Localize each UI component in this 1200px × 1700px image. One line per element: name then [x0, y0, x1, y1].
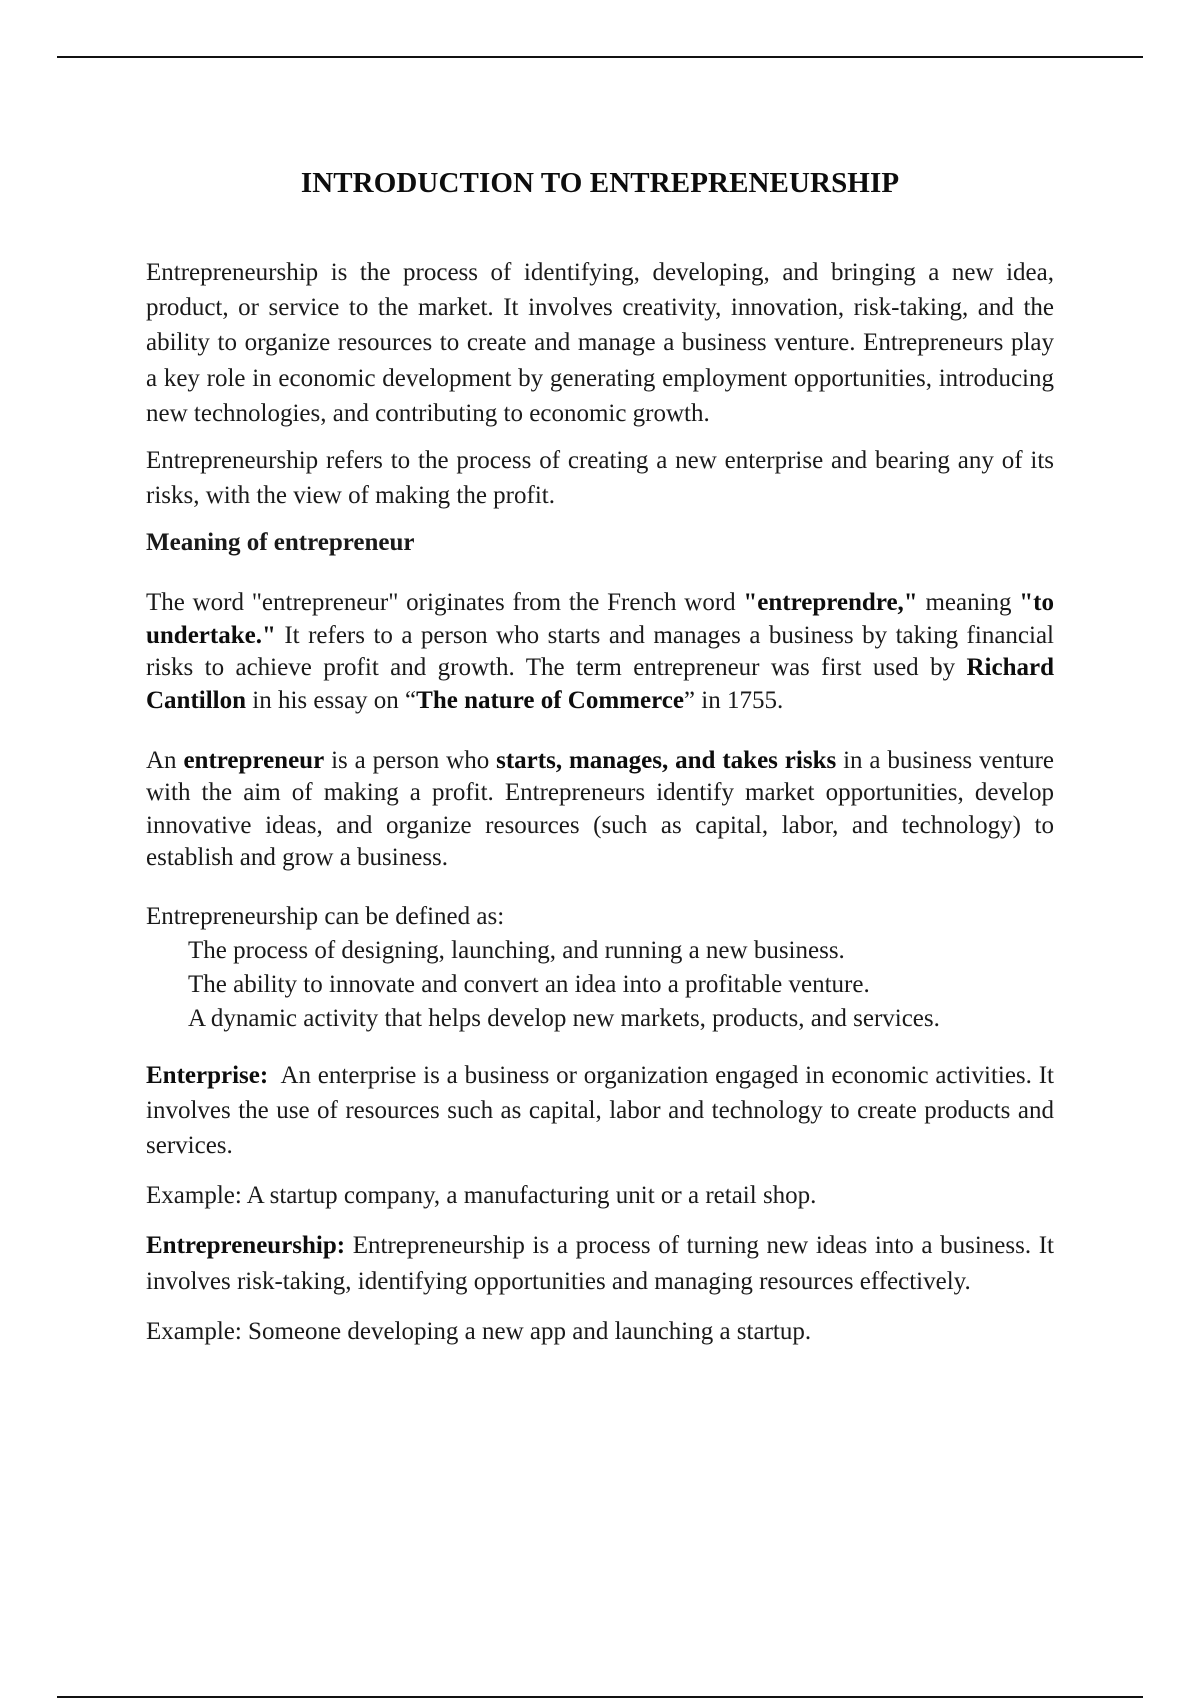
origin-text-1: The word "entrepreneur" originates from the French word: [146, 589, 744, 617]
entrepreneurship-text: Entrepreneurship is a process of turning new ideas into a business. It involves risk-taking, identifying opportunities and managing resources effectively.: [146, 1232, 1054, 1295]
entrepreneurship-paragraph: [146, 1228, 1054, 1298]
defined-as-intro: Entrepreneurship can be defined as:: [146, 902, 505, 930]
meaning-heading: Meaning of entrepreneur: [146, 529, 415, 557]
origin-text-4: in his essay on “: [246, 686, 417, 714]
list-item: A dynamic activity that helps develop new markets, products, and services.: [188, 1004, 940, 1032]
entrepreneur-paragraph: [146, 745, 1054, 875]
entrepreneur-text-3: in a business venture with the aim of making a profit. Entrepreneurs identify market opportunities, develop innovative ideas, and organize resources (such as capital, labor, and technology) to establish and grow a business.: [146, 747, 1054, 872]
origin-text-5: ” in 1755.: [683, 686, 784, 714]
origin-bold-undertake: "to undertake.": [146, 589, 1054, 649]
origin-text-3: It refers to a person who starts and manages a business by taking financial risks to achieve profit and growth. The term entrepreneur was first used by: [146, 621, 1054, 682]
origin-bold-cantillon: Richard Cantillon: [146, 654, 1054, 714]
entrepreneurship-example: Example: Someone developing a new app and launching a startup.: [146, 1317, 812, 1345]
origin-paragraph: [146, 587, 1054, 717]
entrepreneur-text-1: An: [146, 747, 184, 775]
list-item: The process of designing, launching, and running a new business.: [188, 936, 845, 964]
enterprise-paragraph: [146, 1058, 1061, 1164]
page-title: INTRODUCTION TO ENTREPRENEURSHIP: [300, 167, 900, 200]
enterprise-text: An enterprise is a business or organization engaged in economic activities. It involves the use of resources such as capital, labor and technology to create products and services.: [146, 1061, 1061, 1160]
list-item: The ability to innovate and convert an idea into a profitable venture.: [188, 970, 870, 998]
definition-paragraph: Entrepreneurship refers to the process of creating a new enterprise and bearing any of its risks, with the view of making the profit.: [146, 447, 1054, 510]
document-body: [146, 255, 1061, 1349]
defined-as-list: [146, 934, 1054, 1036]
origin-bold-entreprendre: "entreprendre,": [743, 589, 918, 617]
entrepreneur-text-2: is a person who: [324, 747, 497, 775]
entrepreneur-bold-term: entrepreneur: [183, 747, 325, 775]
origin-text-2: meaning: [917, 589, 1020, 617]
entrepreneurship-label: Entrepreneurship:: [146, 1232, 346, 1260]
entrepreneur-bold-risks: starts, manages, and takes risks: [496, 747, 837, 775]
enterprise-example: Example: A startup company, a manufacturing unit or a retail shop.: [146, 1182, 817, 1210]
enterprise-label: Enterprise:: [146, 1061, 269, 1089]
origin-bold-essay-title: The nature of Commerce: [416, 686, 684, 714]
header-rule: [57, 56, 1143, 58]
footer-rule: [57, 1696, 1143, 1698]
intro-paragraph: Entrepreneurship is the process of identifying, developing, and bringing a new idea, product, or service to the market. It involves creativity, innovation, risk-taking, and the ability to organize resources to create and manage a business venture. Entrepreneurs play a key role in economic development by generating employment opportunities, introducing new technologies, and contributing to economic growth.: [146, 259, 1054, 427]
